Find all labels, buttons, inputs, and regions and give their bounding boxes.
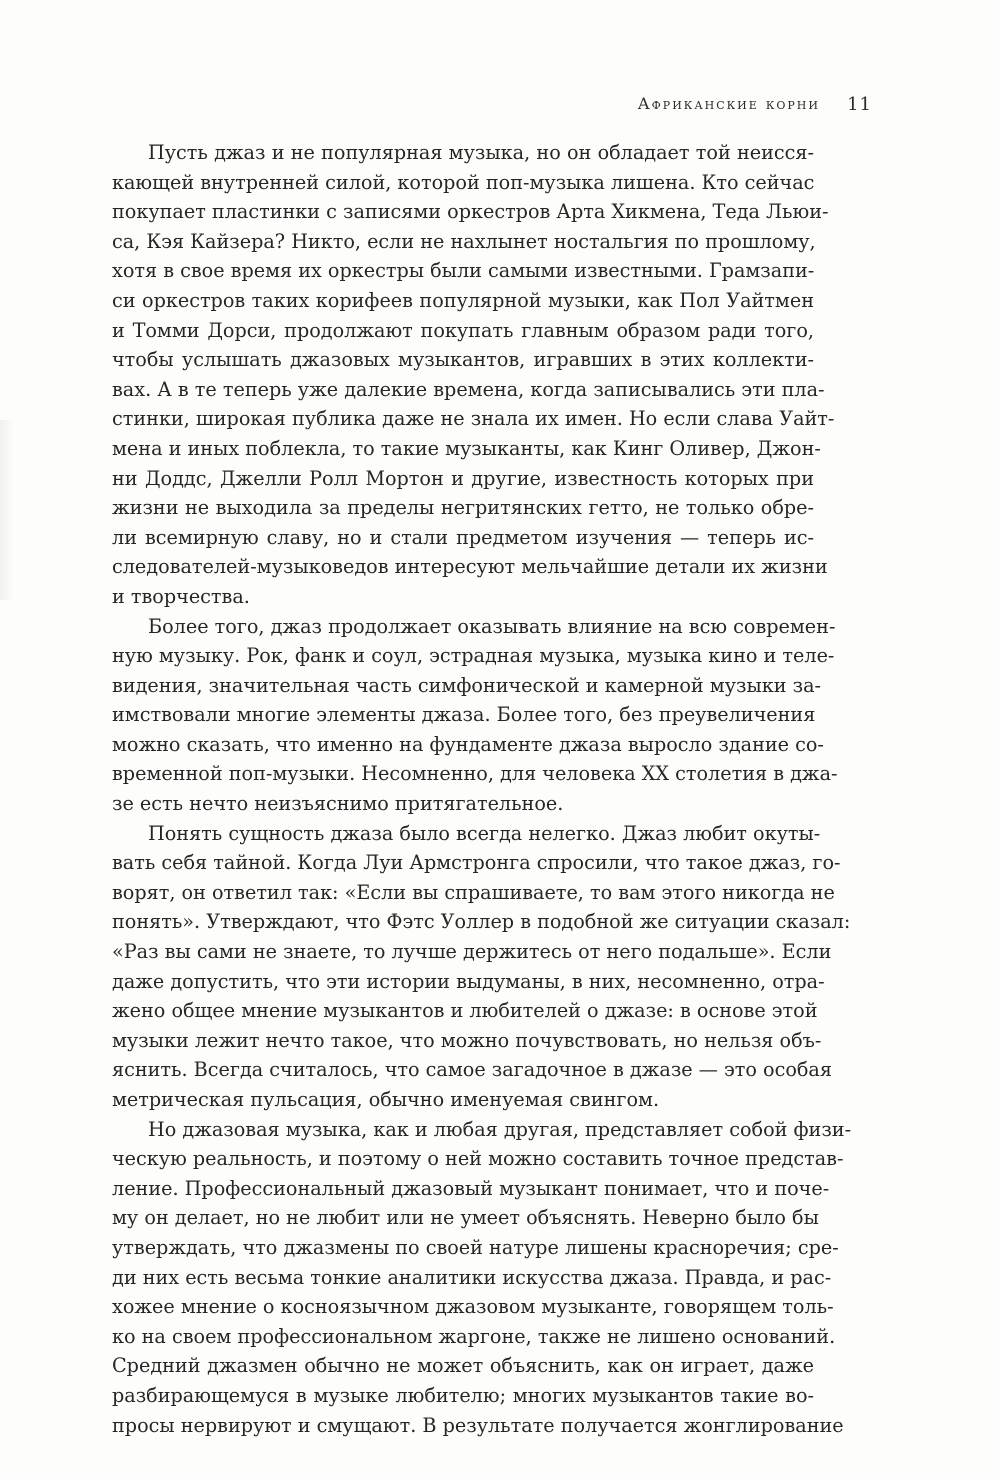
text-line: Средний джазмен обычно не может объяснить, как он играет, даже [112,1354,814,1378]
text-line: стинки, широкая публика даже не знала их имен. Но если слава Уайт- [112,407,835,431]
text-line: даже допустить, что эти истории выдуманы, в них, несомненно, отра- [112,969,825,993]
text-line: чтобы услышать джазовых музыкантов, игравших в этих коллекти- [112,348,814,372]
text-line: «Раз вы сами не знаете, то лучше держитесь от него подальше». Если [112,940,832,964]
body-text [112,138,852,1440]
text-line: ко на своем профессиональном жаргоне, также не лишено оснований. [112,1324,836,1348]
text-line: вать себя тайной. Когда Луи Армстронга спросили, что такое джаз, го- [112,851,841,875]
text-line: мена и иных поблекла, то такие музыканты, как Кинг Оливер, Джон- [112,436,821,460]
text-line: зе есть нечто неизъяснимо притягательное. [112,792,564,816]
text-line: разбирающемуся в музыке любителю; многих музыкантов такие во- [112,1383,814,1407]
text-line: Более того, джаз продолжает оказывать влияние на всю современ- [148,614,836,638]
text-line: са, Кэя Кайзера? Никто, если не нахлынет ностальгия по прошлому, [112,229,816,253]
text-line: покупает пластинки с записями оркестров Арта Хикмена, Теда Льюи- [112,200,829,224]
text-line: хожее мнение о косноязычном джазовом музыканте, говорящем толь- [112,1295,834,1319]
text-line: и творчества. [112,584,250,608]
text-line: Понять сущность джаза было всегда нелегко. Джаз любит окуты- [148,821,821,845]
text-line: ди них есть весьма тонкие аналитики искусства джаза. Правда, и рас- [112,1265,832,1289]
running-title: Африканские корни [637,94,820,113]
text-line: музыки лежит нечто такое, что можно почувствовать, но нельзя объ- [112,1028,822,1052]
text-line: временной поп-музыки. Несомненно, для человека XX столетия в джа- [112,762,838,786]
text-line: ни Доддс, Джелли Ролл Мортон и другие, известность которых при [112,466,814,490]
text-line: Но джазовая музыка, как и любая другая, представляет собой физи- [148,1117,852,1141]
text-line: ворят, он ответил так: «Если вы спрашиваете, то вам этого никогда не [112,880,835,904]
text-line: следователей-музыковедов интересуют мельчайшие детали их жизни [112,555,828,579]
text-line: жизни не выходила за пределы негритянских гетто, не только обре- [112,496,814,520]
text-line: имствовали многие элементы джаза. Более того, без преувеличения [112,703,816,727]
text-line: ли всемирную славу, но и стали предметом изучения — теперь ис- [112,525,814,549]
text-line: си оркестров таких корифеев популярной музыки, как Пол Уайтмен [112,288,814,312]
paragraph [112,1115,852,1441]
text-line: ную музыку. Рок, фанк и соул, эстрадная музыка, музыка кино и теле- [112,644,835,668]
text-line: можно сказать, что именно на фундаменте джаза выросло здание со- [112,732,824,756]
running-head [112,94,872,122]
text-line: метрическая пульсация, обычно именуемая свингом. [112,1088,660,1111]
text-line: понять». Утверждают, что Фэтс Уоллер в подобной же ситуации сказал: [112,910,851,934]
text-line: яснить. Всегда считалось, что самое загадочное в джазе — это особая [112,1058,832,1082]
text-line: видения, значительная часть симфонической и камерной музыки за- [112,673,822,697]
text-line: и Томми Дорси, продолжают покупать главным образом ради того, [112,318,814,342]
binding-shadow [0,420,14,600]
paragraph [112,612,838,819]
text-line: вах. А в те теперь уже далекие времена, когда записывались эти пла- [112,377,825,401]
paragraph [112,819,851,1115]
text-line: кающей внутренней силой, которой поп-музыка лишена. Кто сейчас [112,170,815,194]
paragraph [112,138,835,612]
text-line: Пусть джаз и не популярная музыка, но он обладает той неисся- [148,141,814,164]
text-line: му он делает, но не любит или не умеет объяснять. Неверно было бы [112,1206,819,1230]
text-line: хотя в свое время их оркестры были самыми известными. Грамзапи- [112,259,815,283]
text-line: ческую реальность, и поэтому о ней можно составить точное представ- [112,1147,844,1171]
text-line: утверждать, что джазмены по своей натуре лишены красноречия; сре- [112,1235,839,1259]
text-line: ление. Профессиональный джазовый музыкант понимает, что и поче- [112,1176,830,1200]
text-line: жено общее мнение музыкантов и любителей о джазе: в основе этой [112,999,818,1023]
page-number: 11 [847,94,872,115]
text-line: просы нервируют и смущают. В результате получается жонглирование [112,1413,844,1437]
